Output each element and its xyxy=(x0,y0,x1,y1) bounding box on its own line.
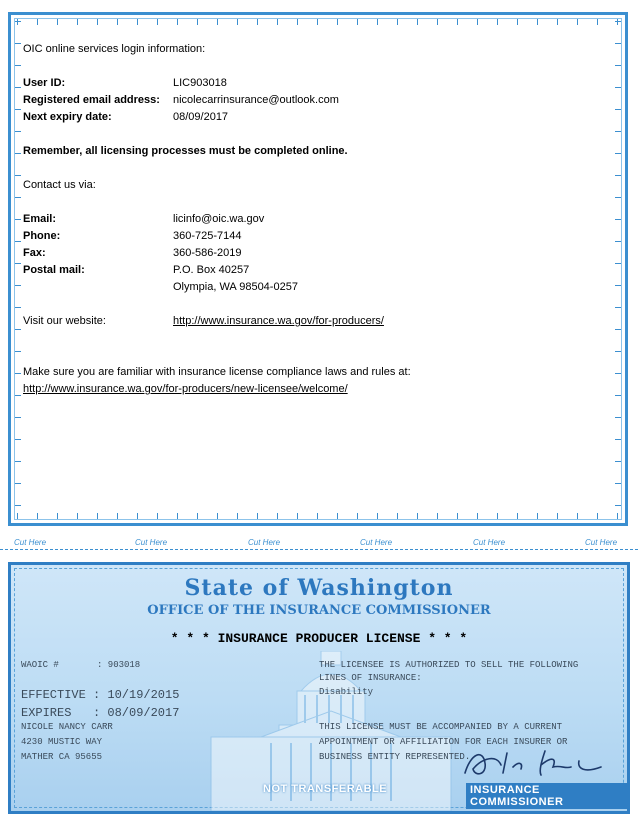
expiry-label: Next expiry date: xyxy=(23,111,112,123)
commissioner-signature-icon xyxy=(461,743,611,783)
postal-row xyxy=(23,262,613,279)
notice-line-1: THIS LICENSE MUST BE ACCOMPANIED BY A CURRENT xyxy=(319,722,563,732)
expiry-value: 08/09/2017 xyxy=(173,111,229,123)
email-row xyxy=(23,92,613,109)
border-ticks-top xyxy=(17,19,619,25)
postal-line1: P.O. Box 40257 xyxy=(173,264,250,276)
postal-line2: Olympia, WA 98504-0257 xyxy=(173,281,298,293)
effective-label: EFFECTIVE xyxy=(21,688,86,702)
cut-line xyxy=(0,538,638,550)
state-title: State of Washington xyxy=(184,575,454,601)
login-info-content xyxy=(23,41,613,398)
cut-here-label: Cut Here xyxy=(248,538,281,547)
cut-here-label: Cut Here xyxy=(360,538,393,547)
notice-line-2: APPOINTMENT OR AFFILIATION FOR EACH INSURER OR xyxy=(319,737,568,747)
intro-text: OIC online services login information: xyxy=(23,43,206,55)
user-id-value: LIC903018 xyxy=(173,77,227,89)
email-value: nicolecarrinsurance@outlook.com xyxy=(173,94,339,106)
fax-value: 360-586-2019 xyxy=(173,247,242,259)
login-info-panel xyxy=(8,12,628,526)
contact-email-value[interactable]: licinfo@oic.wa.gov xyxy=(173,213,265,225)
phone-row xyxy=(23,228,613,245)
effective-value: : 10/19/2015 xyxy=(93,688,180,702)
line-of-insurance: Disability xyxy=(319,687,374,697)
authorization-line-1: THE LICENSEE IS AUTHORIZED TO SELL THE FOLLOWING xyxy=(319,660,579,670)
waoic-value: : 903018 xyxy=(97,660,141,670)
fax-label: Fax: xyxy=(23,247,46,259)
cut-dash-line xyxy=(0,549,638,550)
contact-email-label: Email: xyxy=(23,213,57,225)
licensee-street: 4230 MUSTIC WAY xyxy=(21,737,103,747)
website-label: Visit our website: xyxy=(23,315,106,327)
not-transferable-label: NOT TRANSFERABLE xyxy=(263,783,388,795)
user-id-row xyxy=(23,75,613,92)
cut-here-label: Cut Here xyxy=(14,538,47,547)
fax-row xyxy=(23,245,613,262)
waoic-label: WAOIC # xyxy=(21,660,59,670)
office-title: OFFICE OF THE INSURANCE COMMISSIONER xyxy=(147,603,491,618)
authorization-line-2: LINES OF INSURANCE: xyxy=(319,673,422,683)
border-ticks-left xyxy=(15,21,21,517)
postal-row-2 xyxy=(23,279,613,296)
licensee-city: MATHER CA 95655 xyxy=(21,752,103,762)
postal-label: Postal mail: xyxy=(23,264,85,276)
cut-here-label: Cut Here xyxy=(135,538,168,547)
border-ticks-right xyxy=(615,21,621,517)
compliance-text: Make sure you are familiar with insurance license compliance laws and rules at: xyxy=(23,366,411,378)
reminder-text: Remember, all licensing processes must be completed online. xyxy=(23,145,348,157)
contact-email-row xyxy=(23,211,613,228)
cut-here-label: Cut Here xyxy=(585,538,618,547)
phone-label: Phone: xyxy=(23,230,61,242)
notice-line-3: BUSINESS ENTITY REPRESENTED. xyxy=(319,752,471,762)
expiry-row xyxy=(23,109,613,126)
website-link[interactable]: http://www.insurance.wa.gov/for-producers/ xyxy=(173,315,384,327)
phone-value: 360-725-7144 xyxy=(173,230,242,242)
cut-here-label: Cut Here xyxy=(473,538,506,547)
insurance-license-card xyxy=(8,562,630,814)
license-title: * * * INSURANCE PRODUCER LICENSE * * * xyxy=(170,631,468,646)
border-ticks-bottom xyxy=(17,513,619,519)
commissioner-label: INSURANCE COMMISSIONER xyxy=(466,783,627,809)
email-label: Registered email address: xyxy=(23,94,160,106)
licensee-name: NICOLE NANCY CARR xyxy=(21,722,113,732)
expires-value: : 08/09/2017 xyxy=(93,706,180,720)
website-row xyxy=(23,313,613,330)
expires-label: EXPIRES xyxy=(21,706,72,720)
user-id-label: User ID: xyxy=(23,77,66,89)
contact-intro: Contact us via: xyxy=(23,179,96,191)
compliance-link[interactable]: http://www.insurance.wa.gov/for-producers/new-licensee/welcome/ xyxy=(23,383,348,395)
